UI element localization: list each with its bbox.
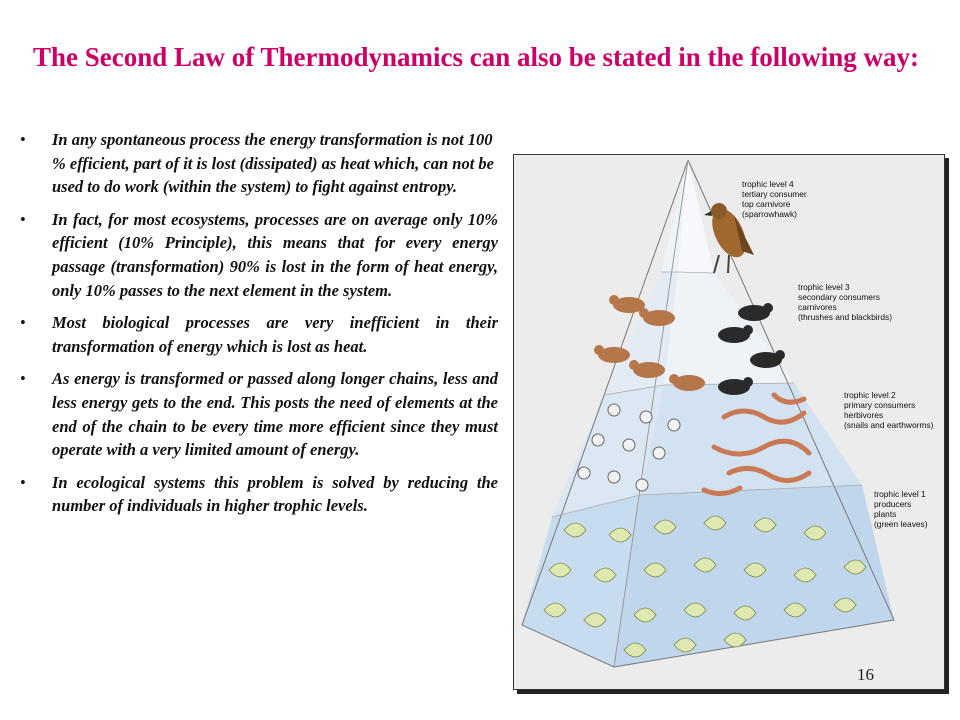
label-line: trophic level 3 [798, 282, 850, 292]
label-line: herbivores [844, 410, 884, 420]
label-line: trophic level 2 [844, 390, 896, 400]
bullet-text: As energy is transformed or passed along longer chains, less and less energy gets to the end. This posts the need of elements at the end of the chain to be every time more efficient since they must operate with a very limited amount of energy. [52, 369, 498, 460]
bullet-text: In ecological systems this problem is solved by reducing the number of individuals in higher trophic levels. [52, 472, 498, 516]
bullet-dot-icon: • [20, 472, 26, 492]
bullet-text: Most biological processes are very inefficient in their transformation of energy which is lost as heat. [52, 313, 498, 356]
pyramid-tier-2-right [640, 383, 862, 495]
slide-title: The Second Law of Thermodynamics can also be stated in the following way: [33, 42, 920, 72]
label-line: primary consumers [844, 400, 916, 410]
label-line: secondary consumers [798, 292, 880, 302]
bullet-item [20, 208, 498, 302]
bullet-dot-icon: • [20, 369, 26, 389]
label-line: producers [874, 499, 912, 509]
trophic-level-1-label [874, 489, 928, 529]
bullet-text: In fact, for most ecosystems, processes are on average only 10% efficient (10% Principle), this means that for every energy passage (transformation) 90% is lost in the form of heat energy, only 10% passes to the next element in the system. [52, 209, 498, 300]
bullet-text: In any spontaneous process the energy transformation is not 100 % efficient, part of it is lost (dissipated) as heat which, can not be used to do work (within the system) to fight against entropy. [52, 130, 494, 197]
page-number: 16 [857, 665, 874, 684]
label-line: (thrushes and blackbirds) [798, 312, 893, 322]
label-line: (green leaves) [874, 519, 928, 529]
bullet-dot-icon: • [20, 209, 26, 229]
label-line: (snails and earthworms) [844, 420, 934, 430]
label-line: tertiary consumer [742, 189, 807, 199]
label-line: trophic level 1 [874, 489, 926, 499]
bullet-item [20, 128, 498, 199]
trophic-level-3-label [798, 282, 892, 322]
bullet-item [20, 471, 498, 518]
bullet-dot-icon: • [20, 130, 26, 149]
pyramid-illustration [514, 155, 944, 689]
label-line: plants [874, 509, 897, 519]
trophic-level-2-label [844, 390, 934, 430]
trophic-pyramid-figure [513, 154, 945, 690]
bullet-item [20, 311, 498, 358]
label-line: top carnivore [742, 199, 791, 209]
label-line: (sparrowhawk) [742, 209, 797, 219]
label-line: trophic level 4 [742, 179, 794, 189]
label-line: carnivores [798, 302, 837, 312]
bullet-item [20, 367, 498, 461]
bullet-list [20, 128, 498, 527]
trophic-level-4-label [742, 179, 807, 219]
bullet-dot-icon: • [20, 313, 26, 333]
